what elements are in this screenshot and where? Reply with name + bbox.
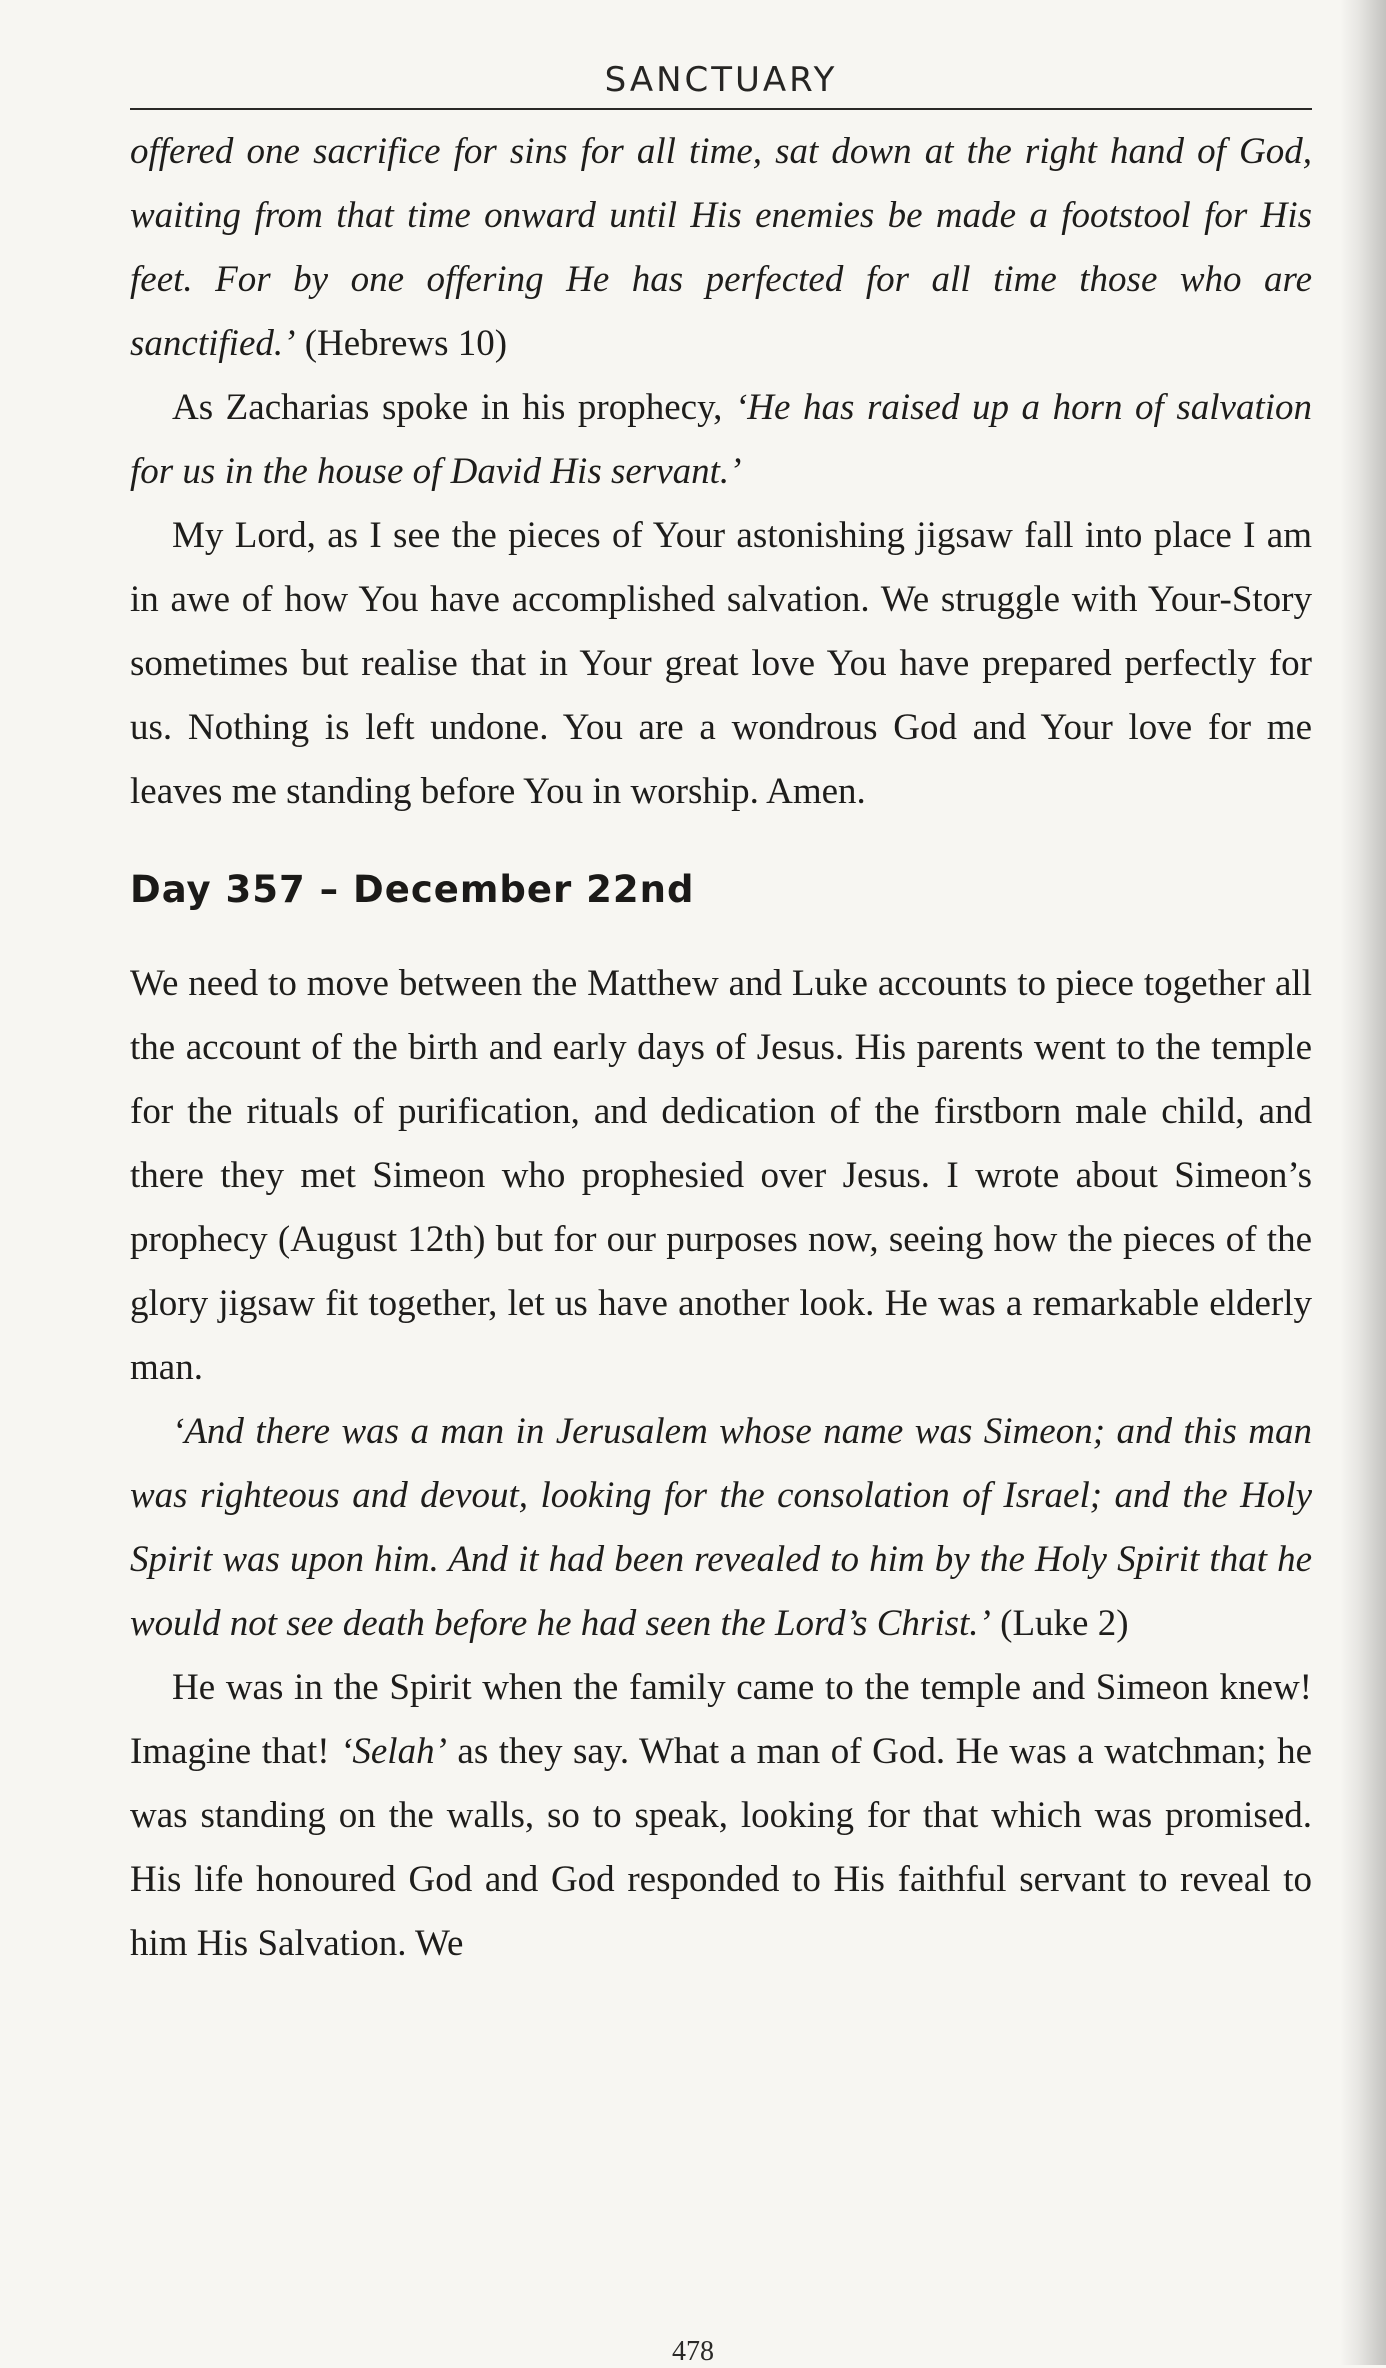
paragraph-prayer: My Lord, as I see the pieces of Your astonishing jigsaw fall into place I am in awe of how You have accomplished salvation. We struggle with Your-Story sometimes but realise that in Your great love You have prepared perfectly for us. Nothing is left undone. You are a wondrous God and Your love for me leaves me standing before You in worship. Amen. xyxy=(130,515,1312,812)
scripture-quote: offered one sacrifice for sins for all time, sat down at the right hand of God, waiting from that time onward until His enemies be made a footstool for His feet. For by one offering He has perfected for all time those who are sanctified.’ xyxy=(130,131,1312,364)
paragraph-text: He was in the Spirit when the family came to the temple and Simeon knew! Imagine that! xyxy=(130,1667,1312,1772)
book-page xyxy=(130,60,1312,1976)
paragraph-text: as they say. What a man of God. He was a watchman; he was standing on the walls, so to speak, looking for that which was promised. His life honoured God and God responded to His faithful servant to reveal to him His Salvation. We xyxy=(130,1731,1313,1964)
body-text xyxy=(130,120,1312,1976)
paragraph-hebrews-quote xyxy=(130,120,1312,376)
day-heading: Day 357 – December 22nd xyxy=(130,868,695,911)
page-number: 478 xyxy=(672,2336,714,2367)
paragraph-simeon xyxy=(130,1656,1312,1976)
running-head: SANCTUARY xyxy=(130,60,1312,110)
selah-word: ‘Selah’ xyxy=(340,1731,447,1772)
scripture-quote: ‘And there was a man in Jerusalem whose name was Simeon; and this man was righteous and devout, looking for the consolation of Israel; and the Holy Spirit was upon him. And it had been revealed to him by the Holy Spirit that he would not see death before he had seen the Lord’s Christ.’ xyxy=(130,1411,1312,1644)
paragraph-intro: We need to move between the Matthew and Luke accounts to piece together all the account of the birth and early days of Jesus. His parents went to the temple for the rituals of purification, and dedication of the firstborn male child, and there they met Simeon who prophesied over Jesus. I wrote about Simeon’s prophecy (August 12th) but for our purposes now, seeing how the pieces of the glory jigsaw fit together, let us have another look. He was a remarkable elderly man. xyxy=(130,963,1312,1388)
scripture-reference: (Luke 2) xyxy=(990,1603,1129,1644)
scripture-quote: ‘He has raised up a horn of salvation for us in the house of David His servant.’ xyxy=(130,387,1313,492)
paragraph-luke-quote xyxy=(130,1400,1312,1656)
paragraph-lead: As Zacharias spoke in his prophecy, xyxy=(172,387,735,428)
scripture-reference: (Hebrews 10) xyxy=(295,323,508,364)
page-edge-shadow xyxy=(1340,0,1386,2365)
paragraph-zacharias xyxy=(130,376,1312,504)
